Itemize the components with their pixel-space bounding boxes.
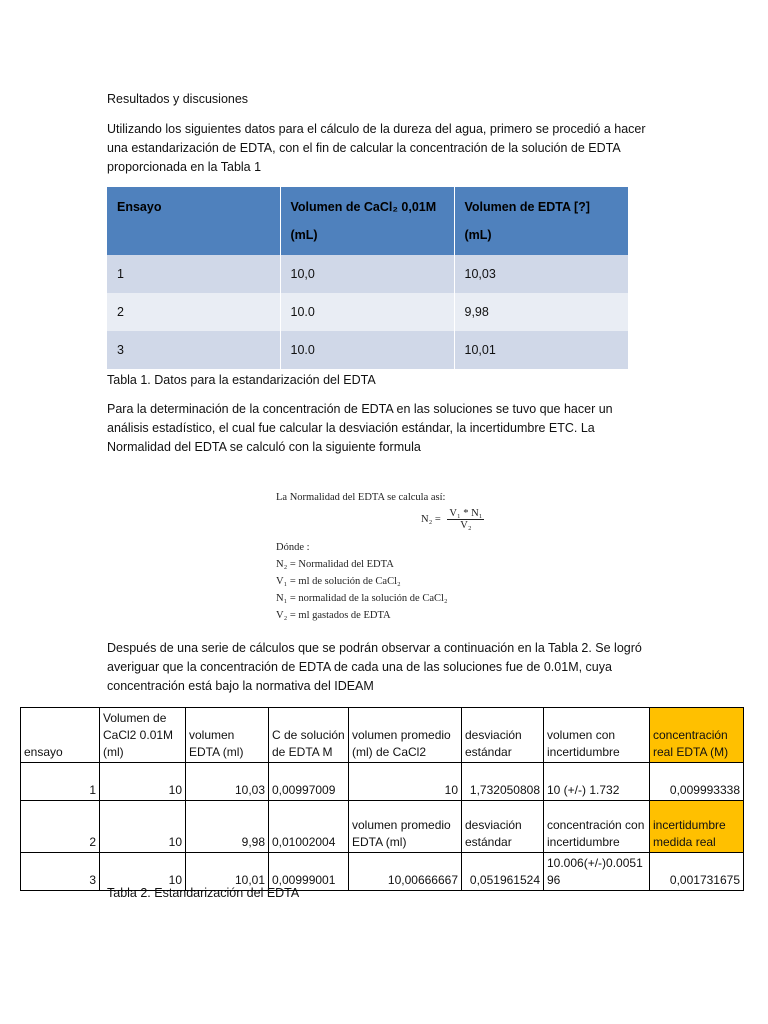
table-cell: 10.0	[280, 331, 454, 369]
formula-numerator: V₁ * N₁	[449, 508, 483, 519]
header-concentracion-real: concentración real EDTA (M)	[650, 708, 744, 763]
table-cell: 0,01002004	[269, 801, 349, 853]
table-cell: 10	[100, 853, 186, 891]
table-cell: 10,0	[280, 255, 454, 293]
header-volumen-cacl2: Volumen de CaCl2 0.01M (ml)	[100, 708, 186, 763]
table-row	[107, 331, 628, 369]
table-cell: concentración con incertidumbre	[544, 801, 650, 853]
header-volumen-promedio: volumen promedio (ml) de CaCl2	[349, 708, 462, 763]
table-cell: 1,732050808	[462, 763, 544, 801]
table-1	[107, 187, 628, 369]
table-cell: 2	[21, 801, 100, 853]
formula-def: N₂ = Normalidad del EDTA	[276, 559, 394, 570]
table-cell-highlight: incertidumbre medida real	[650, 801, 744, 853]
table-1-header-ensayo: Ensayo	[107, 187, 280, 255]
table-1-header-edta: Volumen de EDTA [?] (mL)	[454, 187, 628, 255]
table-cell: 0,00997009	[269, 763, 349, 801]
table-cell: 10 (+/-) 1.732	[544, 763, 650, 801]
formula-where: Dónde :	[276, 542, 310, 553]
formula-def: V₂ = ml gastados de EDTA	[276, 610, 391, 621]
header-c-solucion: C de solución de EDTA M	[269, 708, 349, 763]
table-row	[21, 763, 744, 801]
table-cell: 0,009993338	[650, 763, 744, 801]
table-cell: 10,01	[186, 853, 269, 891]
table-cell: 2	[107, 293, 280, 331]
table-2-header	[21, 708, 744, 763]
table-cell: 10	[100, 763, 186, 801]
table-row	[107, 255, 628, 293]
header-volumen-incertidumbre: volumen con incertidumbre	[544, 708, 650, 763]
intro-paragraph: Utilizando los siguientes datos para el cálculo de la dureza del agua, primero se procedió a hacer una estandarización de EDTA, con el fin de calcular la concentración de la solución de EDTA proporcionada en la Tabla 1	[107, 122, 646, 174]
header-volumen-edta: volumen EDTA (ml)	[186, 708, 269, 763]
table-cell: 9,98	[454, 293, 628, 331]
formula-denominator: V₂	[460, 520, 472, 531]
table-cell: 10	[349, 763, 462, 801]
table-cell: 0,051961524	[462, 853, 544, 891]
table-cell: 10.0	[280, 293, 454, 331]
formula-lhs: N₂ =	[421, 513, 441, 525]
table-2	[20, 707, 744, 891]
table-cell: 10,00666667	[349, 853, 462, 891]
table-cell: 10	[100, 801, 186, 853]
table-row	[21, 801, 744, 853]
results-paragraph: Después de una serie de cálculos que se podrán observar a continuación en la Tabla 2. Se logró averiguar que la concentración de EDTA de cada una de las soluciones fue de 0.01M, cuya concentración está bajo la normativa del IDEAM	[107, 641, 642, 693]
table-cell: 0,00999001	[269, 853, 349, 891]
table-cell: 10,03	[454, 255, 628, 293]
table-cell: 10,01	[454, 331, 628, 369]
normality-formula	[273, 490, 513, 626]
header-desviacion: desviación estándar	[462, 708, 544, 763]
table-cell: 3	[21, 853, 100, 891]
table-cell: 0,001731675	[650, 853, 744, 891]
table-1-caption: Tabla 1. Datos para la estandarización del EDTA	[107, 373, 376, 387]
table-2-caption: Tabla 2. Estandarización del EDTA	[107, 886, 300, 900]
table-cell: 10.006(+/-)0.005196	[544, 853, 650, 891]
section-title: Resultados y discusiones	[107, 92, 249, 106]
table-cell: desviación estándar	[462, 801, 544, 853]
table-row	[107, 293, 628, 331]
table-1-header-cacl2: Volumen de CaCl₂ 0,01M (mL)	[280, 187, 454, 255]
header-ensayo: ensayo	[21, 708, 100, 763]
table-1-header	[107, 187, 628, 255]
formula-def: V₁ = ml de solución de CaCl₂	[276, 576, 401, 587]
table-cell: 10,03	[186, 763, 269, 801]
table-cell: 1	[107, 255, 280, 293]
table-cell: 1	[21, 763, 100, 801]
formula-def: N₁ = normalidad de la solución de CaCl₂	[276, 593, 448, 604]
method-paragraph: Para la determinación de la concentración de EDTA en las soluciones se tuvo que hacer un análisis estadístico, el cual fue calcular la desviación estándar, la incertidumbre ETC. La Normalidad del EDTA se calculó con la siguiente formula	[107, 402, 613, 454]
formula-equation	[421, 508, 484, 531]
formula-title: La Normalidad del EDTA se calcula así:	[276, 492, 446, 503]
table-row	[21, 853, 744, 891]
table-cell: volumen promedio EDTA (ml)	[349, 801, 462, 853]
table-cell: 9,98	[186, 801, 269, 853]
table-cell: 3	[107, 331, 280, 369]
